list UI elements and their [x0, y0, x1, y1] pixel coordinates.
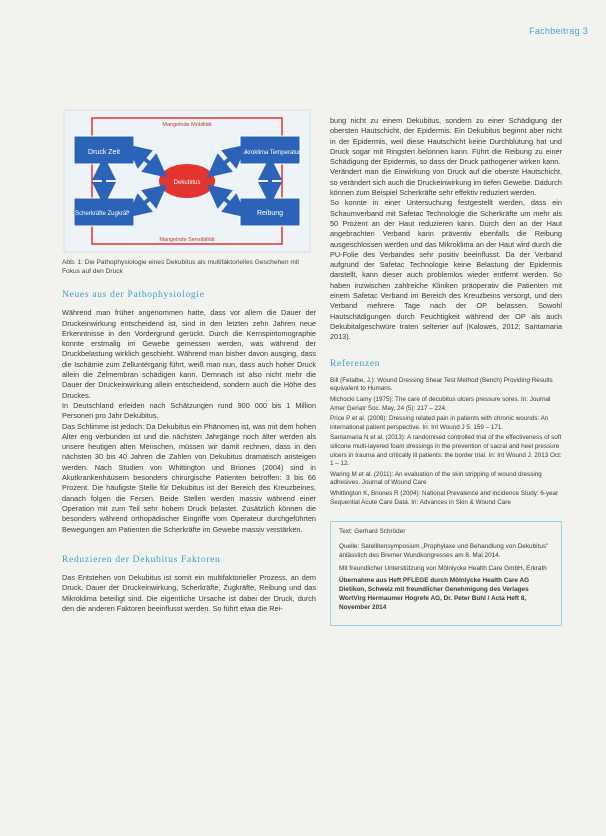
box-mikroklima-label: Mikroklima Temperatur: [239, 150, 301, 156]
reduce-paragraph: Das Entstehen von Dekubitus ist somit ein multifaktorieller Prozess, an dem Druck, Dauer der Druckeinwirkung, Scherkräfte, Zugkräfte, Reibung und das Mikroklima beteiligt sind. Die eigentliche Ursache ist dabei der Druck, durch den die anderen Faktoren beeinflusst werden. So führt etwa die Rei-: [62, 573, 316, 614]
news-paragraph: Das Schlimme ist jedoch: Da Dekubitus ein Phänomen ist, was mit dem hohen Alter eng verbunden ist und die nächsten Jahrgänge noch älter werden als unsere heutigen alten Menschen, müssen wir damit rechnen, dass in den nächsten 30 bis 40 Jahren die Zahlen von Dekubitus dramatisch ansteigen werden. Nach Studien von Whittington und Briones (2004) sind in Akutkrankenhäusern besonders chirurgische Patienten betroffen: 3 bis 66 Prozent. Die häufigste Stelle für Dekubitus ist der Bereich des Kreuzbeines, danach folgen die Fersen. Beide Stellen werden massiv während einer Operation mit zum Teil sehr hohem Druck belastet. Zusätzlich können die besonders während orthopädischer Eingriffe vom Operateur durchgeführten Bewegungen am Patienten die Scherkräfte im Gewebe massiv verstärken.: [62, 421, 316, 534]
source-line: Übernahme aus Heft PFLEGE durch Mölnlycke Health Care AG Dietikon, Schweiz mit freundlicher Genehmigung des Verlages WortVirg Hermaumer Hogrefe AG, Dr. Peter Buhl / Acta Heft 8, November 2014: [339, 577, 530, 611]
source-line: Mit freundlicher Unterstützung von Mölnlycke Health Care GmbH, Erkrath: [339, 564, 547, 572]
source-author: Text: Gerhard Schröder: [339, 528, 406, 536]
box-scherkraefte-label: Scherkräfte Zugkräfte: [75, 211, 133, 217]
reference-item: Whittington K, Briones R (2004): National Prevalence and incidence Study: 6-year Sequential Acute Care Data. In: Advances in Skin & Wound Care: [330, 489, 559, 506]
box-druck-label: Druck Zeit: [88, 149, 120, 156]
right-column: [330, 116, 562, 626]
reduce-heading: Reduzieren der Dekubitus Faktoren: [62, 554, 221, 565]
center-label: Dekubitus: [173, 180, 201, 186]
news-heading: Neues aus der Pathophysiologie: [62, 290, 205, 300]
pathophysiology-figure: [62, 108, 312, 254]
left-column: [62, 108, 316, 614]
right-paragraph: So konnte in einer Untersuchung festgestellt werden, dass ein Schaumverband mit Safetac Technologie die Scherkräfte um mehr als 50 Prozent an der Haut reduzieren kann. Durch den an der Haut angebrachten Verband kann präventiv ebenfalls die Reibung ausgeschlossen werden und das Mikroklima an der Haut wird durch die PU-Folie des Verbandes sehr positiv beeinflusst. Da der Verband aufgrund der Safetac Technologie keine Belastung der Epidermis darstellt, kann dieser auch problemlos wieder entfernt werden. So haben inzwischen zahlreiche Kliniken präoperativ die Patienten mit einem Safetac Verband im Bereich des Kreuzbeins versorgt, und den Verband mehrere Tage nach der OP belassen. Sowohl Hautschädigungen durch Feuchtigkeit während der OP als auch Dekubitalgeschwüre traten seltener auf (Kalowes, 2012; Santamaria 2013).: [330, 198, 562, 342]
source-box: [330, 521, 562, 625]
news-paragraph: Während man früher angenommen hatte, dass vor allem die Dauer der Druckeinwirkung entscheidend ist, sind in den letzten zehn Jahren neue Erkenntnisse in den Vordergrund gerückt. Durch die Kernspintomographie konnte erstmalig im Gewebe gemessen werden, was während der Druckbelastung wirklich geschieht. Während man bisher davon ausging, dass die Ischämie zum Zelluntergang führt, weiß man nun, dass auch hoher Druck allein die Zelmembran schädigen kann. Demnach ist also nicht mehr die Dauer der Druckeinwirkung allein entscheidend, sondern auch die Höhe des Druckes.: [62, 308, 316, 400]
references-heading: Referenzen: [330, 358, 381, 369]
top-label: Mangelnde Mobilität: [162, 122, 212, 128]
references-list: [330, 377, 562, 507]
figure-caption: Abb. 1: Die Pathophysiologie eines Dekubitus als multifaktorielles Geschehen mit Fokus auf den Druck: [62, 259, 300, 275]
reference-item: Michocki Lamy (1975): The care of decubitus ulcers pressure sores. In: Journal Amer Geriatr Soc. May, 24 (5): 217 – 224.: [330, 396, 551, 412]
section-header: Fachbeitrag 3: [529, 26, 588, 36]
news-paragraph: In Deutschland erleiden nach Schätzungen rund 900 000 bis 1 Million Personen pro Jahr Dekubitus.: [62, 400, 316, 421]
figure-diagram: [62, 108, 312, 254]
box-reibung-label: Reibung: [256, 210, 284, 217]
reference-item: Price P et al. (2008): Dressing related pain in patients with chronic wounds: An international patient perspective. In: Int Wound J 5: 159 – 171.: [330, 415, 549, 431]
reference-item: Bill (Fetalbe, J.): Wound Dressing Shear Test Method (Bench) Providing Results equivalent to Humans.: [330, 376, 553, 393]
right-paragraph: bung nicht zu einem Dekubitus, sondern zu einer Schädigung der obersten Hautschicht, der Epidermis. Ein Dekubitus beginnt aber nicht in der Epidermis, weil diese Hautschicht keine Durchblutung hat und Druck sogar mit Ringsten belonnen kann. Führt die Reibung zu einer Schädigung der Epidermis, so dass der Druck pathogener wirken kann.: [330, 116, 562, 167]
reference-item: Santamaria N et al. (2013): A randomised controlled trial of the effectiveness of soft silicone multi-layered foam dressings in the prevention of sacral and heel pressure ulcers in trauma and critically ill patients: the border trial. In: Int Wound J. 2013 Oct: 1 – 12.: [330, 434, 562, 468]
reference-item: Waring M et al. (2011): An evaluation of the skin stripping of wound dressing adhesives. Journal of Wound Care: [330, 470, 542, 487]
bottom-label: Mangelnde Sensibilität: [159, 237, 215, 243]
right-paragraph: Verändert man die Einwirkung von Druck auf die oberste Hautschicht, so verändert sich auch die Druckeinwirkung im tiefen Gewebe. Dadurch können zum Beispiel Scherkräfte sehr effektiv reduziert werden.: [330, 167, 562, 198]
source-line: Quelle: Satellitensymposium „Prophylaxe und Behandlung von Dekubitus" anlässlich des Bremer Wundkongresses am 8. Mai 2014.: [339, 542, 549, 559]
